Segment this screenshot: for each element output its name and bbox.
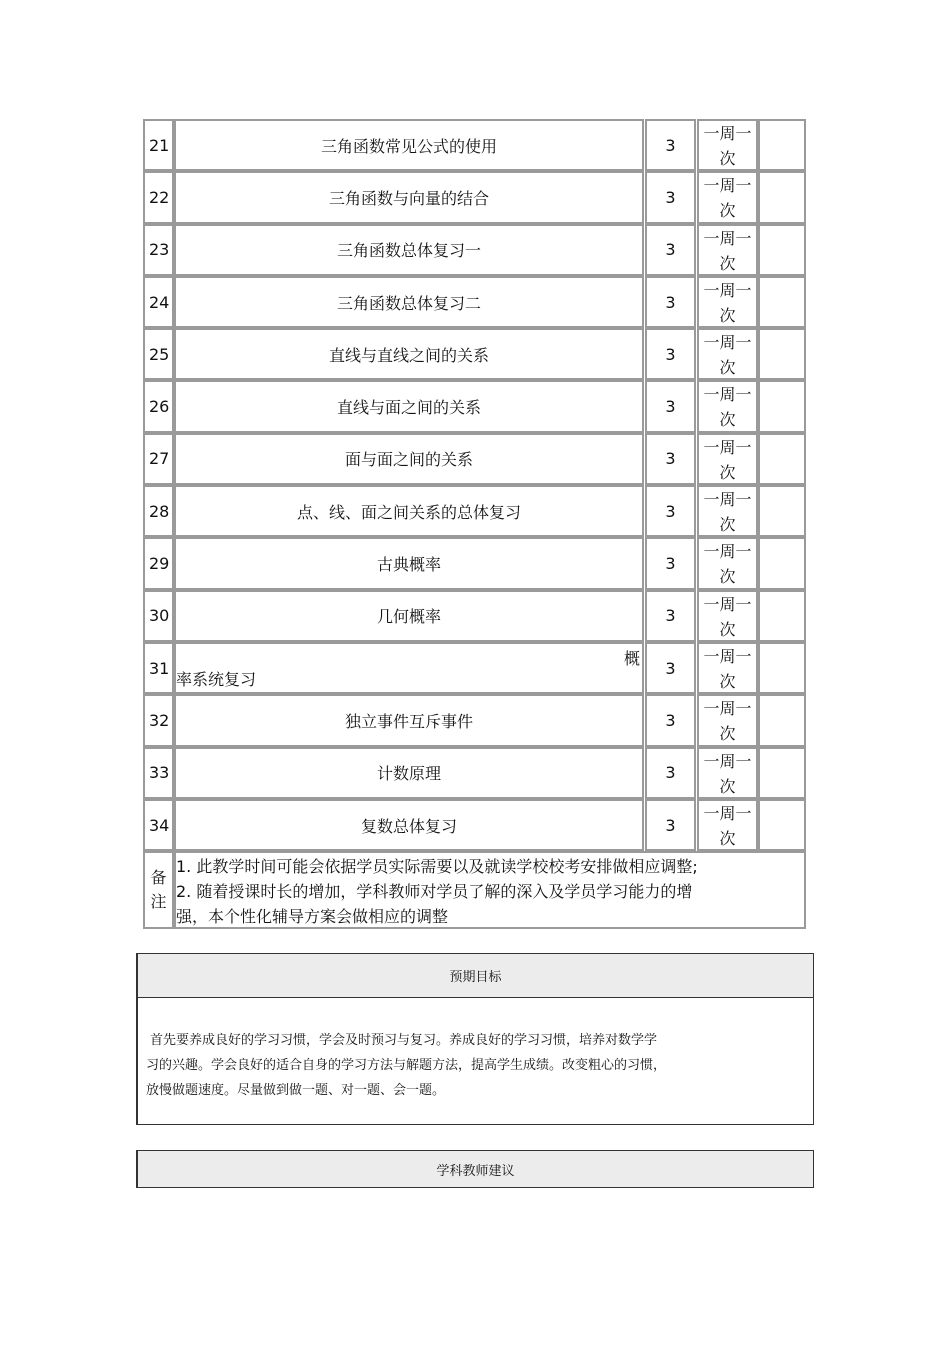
topic-text: 直线与直线之间的关系 bbox=[328, 345, 489, 365]
frequency-line-1: 一周一 bbox=[703, 124, 752, 143]
table-row bbox=[143, 119, 806, 171]
row-empty-cell bbox=[758, 276, 806, 328]
row-frequency bbox=[697, 642, 758, 694]
notes-label-char-2: 注 bbox=[150, 892, 167, 912]
row-hours: 3 bbox=[645, 485, 696, 537]
advice-box bbox=[136, 1150, 814, 1188]
frequency-line-1: 一周一 bbox=[703, 751, 752, 771]
table-row bbox=[143, 485, 806, 537]
row-topic bbox=[174, 747, 644, 799]
row-frequency bbox=[697, 119, 758, 171]
frequency-line-1: 一周一 bbox=[703, 280, 752, 300]
goals-line-2: 习的兴趣。学会良好的适合自身的学习方法与解题方法，提高学生成绩。改变粗心的习惯， bbox=[146, 1058, 667, 1073]
notes-line-3: 强，本个性化辅导方案会做相应的调整 bbox=[176, 907, 449, 927]
row-number: 33 bbox=[143, 747, 174, 799]
row-empty-cell bbox=[758, 224, 806, 276]
frequency-line-2: 次 bbox=[719, 462, 736, 482]
frequency-line-1: 一周一 bbox=[703, 646, 752, 666]
frequency-line-2: 次 bbox=[719, 619, 736, 639]
row-empty-cell bbox=[758, 433, 806, 485]
row-frequency bbox=[697, 276, 758, 328]
frequency-line-1: 一周一 bbox=[703, 542, 752, 562]
row-topic bbox=[174, 433, 644, 485]
row-hours: 3 bbox=[645, 380, 696, 432]
row-topic bbox=[174, 799, 644, 851]
frequency-line-2: 次 bbox=[719, 253, 736, 273]
frequency-line-2: 次 bbox=[719, 724, 736, 744]
notes-label bbox=[143, 851, 174, 929]
topic-text: 复数总体复习 bbox=[360, 816, 457, 836]
row-empty-cell bbox=[758, 590, 806, 642]
table-row bbox=[143, 537, 806, 589]
topic-text: 三角函数与向量的结合 bbox=[328, 188, 489, 208]
frequency-line-2: 次 bbox=[719, 515, 736, 535]
topic-text: 古典概率 bbox=[376, 555, 441, 575]
goals-title: 预期目标 bbox=[138, 954, 813, 998]
frequency-line-1: 一周一 bbox=[703, 176, 752, 196]
row-empty-cell bbox=[758, 380, 806, 432]
row-frequency bbox=[697, 171, 758, 223]
row-empty-cell bbox=[758, 328, 806, 380]
topic-text: 面与面之间的关系 bbox=[344, 450, 473, 470]
row-topic bbox=[174, 119, 644, 171]
row-topic bbox=[174, 642, 644, 694]
topic-text: 计数原理 bbox=[376, 764, 441, 784]
row-empty-cell bbox=[758, 171, 806, 223]
row-frequency bbox=[697, 485, 758, 537]
frequency-line-1: 一周一 bbox=[703, 699, 752, 719]
row-number: 22 bbox=[143, 171, 174, 223]
table-row bbox=[143, 276, 806, 328]
frequency-line-1: 一周一 bbox=[703, 594, 752, 614]
notes-line-2: 2. 随着授课时长的增加，学科教师对学员了解的深入及学员学习能力的增 bbox=[176, 882, 693, 902]
topic-wrap bbox=[176, 644, 642, 692]
row-topic bbox=[174, 590, 644, 642]
row-empty-cell bbox=[758, 747, 806, 799]
frequency-line-2: 次 bbox=[719, 671, 736, 691]
row-hours: 3 bbox=[645, 433, 696, 485]
row-number: 21 bbox=[143, 119, 174, 171]
topic-text: 点、线、面之间关系的总体复习 bbox=[296, 502, 521, 522]
row-frequency bbox=[697, 380, 758, 432]
goals-box bbox=[136, 953, 814, 1125]
row-number: 24 bbox=[143, 276, 174, 328]
row-hours: 3 bbox=[645, 328, 696, 380]
goals-line-3: 放慢做题速度。尽量做到做一题、对一题、会一题。 bbox=[146, 1083, 446, 1098]
topic-text: 直线与面之间的关系 bbox=[336, 398, 481, 418]
frequency-line-2: 次 bbox=[719, 149, 736, 168]
row-hours: 3 bbox=[645, 276, 696, 328]
row-empty-cell bbox=[758, 119, 806, 171]
topic-text: 三角函数总体复习二 bbox=[336, 293, 481, 313]
schedule-table bbox=[143, 119, 806, 929]
goals-body bbox=[138, 998, 813, 1103]
schedule-rows bbox=[143, 119, 806, 851]
row-topic bbox=[174, 276, 644, 328]
topic-part-b: 率系统复习 bbox=[176, 670, 257, 690]
table-row bbox=[143, 590, 806, 642]
row-number: 34 bbox=[143, 799, 174, 851]
notes-line-1: 1. 此教学时间可能会依据学员实际需要以及就读学校校考安排做相应调整; bbox=[176, 857, 698, 877]
row-frequency bbox=[697, 747, 758, 799]
row-empty-cell bbox=[758, 485, 806, 537]
row-hours: 3 bbox=[645, 590, 696, 642]
row-frequency bbox=[697, 328, 758, 380]
row-frequency bbox=[697, 537, 758, 589]
row-number: 30 bbox=[143, 590, 174, 642]
row-empty-cell bbox=[758, 799, 806, 851]
frequency-line-2: 次 bbox=[719, 305, 736, 325]
row-hours: 3 bbox=[645, 224, 696, 276]
row-frequency bbox=[697, 590, 758, 642]
topic-text: 三角函数常见公式的使用 bbox=[320, 136, 497, 156]
topic-text: 几何概率 bbox=[376, 607, 441, 627]
row-hours: 3 bbox=[645, 747, 696, 799]
row-empty-cell bbox=[758, 694, 806, 746]
frequency-line-1: 一周一 bbox=[703, 228, 752, 248]
table-row bbox=[143, 799, 806, 851]
row-empty-cell bbox=[758, 537, 806, 589]
topic-text: 独立事件互斥事件 bbox=[344, 711, 473, 731]
row-hours: 3 bbox=[645, 171, 696, 223]
row-topic bbox=[174, 171, 644, 223]
row-number: 31 bbox=[143, 642, 174, 694]
row-topic bbox=[174, 224, 644, 276]
row-frequency bbox=[697, 694, 758, 746]
table-row bbox=[143, 380, 806, 432]
row-number: 29 bbox=[143, 537, 174, 589]
table-row bbox=[143, 747, 806, 799]
topic-text: 三角函数总体复习一 bbox=[336, 241, 481, 261]
notes-label-char-1: 备 bbox=[150, 868, 167, 888]
row-number: 25 bbox=[143, 328, 174, 380]
row-topic bbox=[174, 380, 644, 432]
row-hours: 3 bbox=[645, 537, 696, 589]
advice-title: 学科教师建议 bbox=[138, 1151, 813, 1187]
frequency-line-2: 次 bbox=[719, 410, 736, 430]
row-number: 27 bbox=[143, 433, 174, 485]
frequency-line-2: 次 bbox=[719, 776, 736, 796]
row-hours: 3 bbox=[645, 694, 696, 746]
row-number: 28 bbox=[143, 485, 174, 537]
table-row bbox=[143, 433, 806, 485]
topic-part-a: 概 bbox=[623, 648, 640, 668]
row-hours: 3 bbox=[645, 642, 696, 694]
table-row bbox=[143, 642, 806, 694]
table-row bbox=[143, 171, 806, 223]
frequency-line-1: 一周一 bbox=[703, 333, 752, 353]
frequency-line-1: 一周一 bbox=[703, 437, 752, 457]
goals-line-1: 首先要养成良好的学习习惯，学会及时预习与复习。养成良好的学习习惯，培养对数学学 bbox=[150, 1033, 658, 1048]
notes-row bbox=[143, 851, 806, 929]
table-row bbox=[143, 694, 806, 746]
row-hours: 3 bbox=[645, 799, 696, 851]
frequency-line-1: 一周一 bbox=[703, 490, 752, 510]
row-topic bbox=[174, 694, 644, 746]
frequency-line-1: 一周一 bbox=[703, 385, 752, 405]
frequency-line-2: 次 bbox=[719, 358, 736, 378]
notes-text bbox=[174, 851, 806, 929]
row-hours: 3 bbox=[645, 119, 696, 171]
row-topic bbox=[174, 537, 644, 589]
frequency-line-2: 次 bbox=[719, 567, 736, 587]
row-frequency bbox=[697, 433, 758, 485]
table-row bbox=[143, 224, 806, 276]
row-empty-cell bbox=[758, 642, 806, 694]
row-frequency bbox=[697, 224, 758, 276]
frequency-line-2: 次 bbox=[719, 828, 736, 848]
frequency-line-2: 次 bbox=[719, 201, 736, 221]
table-row bbox=[143, 328, 806, 380]
row-number: 26 bbox=[143, 380, 174, 432]
row-frequency bbox=[697, 799, 758, 851]
row-number: 32 bbox=[143, 694, 174, 746]
row-topic bbox=[174, 328, 644, 380]
frequency-line-1: 一周一 bbox=[703, 803, 752, 823]
row-number: 23 bbox=[143, 224, 174, 276]
row-topic bbox=[174, 485, 644, 537]
